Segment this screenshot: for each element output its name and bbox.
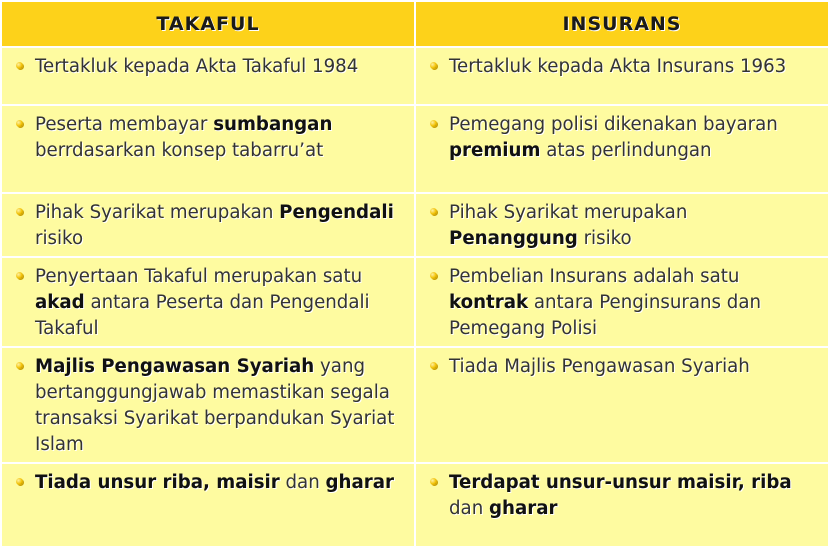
list-item bbox=[426, 200, 820, 252]
list-item bbox=[426, 470, 820, 522]
table-row bbox=[2, 463, 828, 546]
item-text: Pembelian Insurans adalah satu kontrak antara Penginsurans dan Pemegang Polisi bbox=[449, 266, 762, 339]
bullet-icon bbox=[16, 362, 23, 369]
bullet-icon bbox=[430, 362, 437, 369]
list-item bbox=[426, 264, 820, 342]
item-text: Pihak Syarikat merupakan Pengendali risiko bbox=[35, 202, 394, 249]
item-text: Pihak Syarikat merupakan Penanggung risiko bbox=[449, 202, 688, 249]
insurans-cell bbox=[415, 463, 828, 546]
takaful-cell bbox=[2, 463, 415, 546]
item-text: Pemegang polisi dikenakan bayaran premium atas perlindungan bbox=[449, 114, 778, 161]
item-text: Penyertaan Takaful merupakan satu akad antara Peserta dan Pengendali Takaful bbox=[35, 266, 370, 339]
bullet-icon bbox=[16, 208, 23, 215]
insurans-cell bbox=[415, 257, 828, 347]
table-row bbox=[2, 193, 828, 257]
insurans-cell bbox=[415, 193, 828, 257]
item-text: Peserta membayar sumbangan berrdasarkan konsep tabarru’at bbox=[35, 114, 333, 161]
takaful-cell bbox=[2, 105, 415, 193]
insurans-cell bbox=[415, 347, 828, 463]
bullet-icon bbox=[16, 120, 23, 127]
table-row bbox=[2, 105, 828, 193]
list-item bbox=[12, 264, 406, 342]
takaful-cell bbox=[2, 47, 415, 105]
list-item bbox=[426, 354, 820, 380]
bullet-icon bbox=[430, 272, 437, 279]
header-row bbox=[2, 2, 828, 47]
item-text: Majlis Pengawasan Syariah yang bertanggungjawab memastikan segala transaksi Syarikat berpandukan Syariat Islam bbox=[35, 356, 395, 455]
item-text: Tiada unsur riba, maisir dan gharar bbox=[35, 472, 394, 493]
takaful-cell bbox=[2, 347, 415, 463]
bullet-icon bbox=[430, 62, 437, 69]
item-text: Terdapat unsur-unsur maisir, riba dan gharar bbox=[449, 472, 792, 519]
item-text: Tertakluk kepada Akta Insurans 1963 bbox=[449, 56, 787, 77]
table-row bbox=[2, 347, 828, 463]
item-text: Tiada Majlis Pengawasan Syariah bbox=[449, 356, 750, 377]
table-row bbox=[2, 47, 828, 105]
header-takaful: TAKAFUL bbox=[2, 2, 415, 47]
comparison-table bbox=[2, 2, 828, 546]
list-item bbox=[12, 354, 406, 458]
bullet-icon bbox=[430, 120, 437, 127]
insurans-cell bbox=[415, 47, 828, 105]
takaful-cell bbox=[2, 193, 415, 257]
list-item bbox=[426, 112, 820, 164]
list-item bbox=[426, 54, 820, 80]
list-item bbox=[12, 112, 406, 164]
bullet-icon bbox=[430, 478, 437, 485]
insurans-cell bbox=[415, 105, 828, 193]
takaful-cell bbox=[2, 257, 415, 347]
table-row bbox=[2, 257, 828, 347]
list-item bbox=[12, 470, 406, 496]
list-item bbox=[12, 54, 406, 80]
bullet-icon bbox=[430, 208, 437, 215]
bullet-icon bbox=[16, 62, 23, 69]
bullet-icon bbox=[16, 478, 23, 485]
item-text: Tertakluk kepada Akta Takaful 1984 bbox=[35, 56, 359, 77]
list-item bbox=[12, 200, 406, 252]
header-insurans: INSURANS bbox=[415, 2, 828, 47]
bullet-icon bbox=[16, 272, 23, 279]
